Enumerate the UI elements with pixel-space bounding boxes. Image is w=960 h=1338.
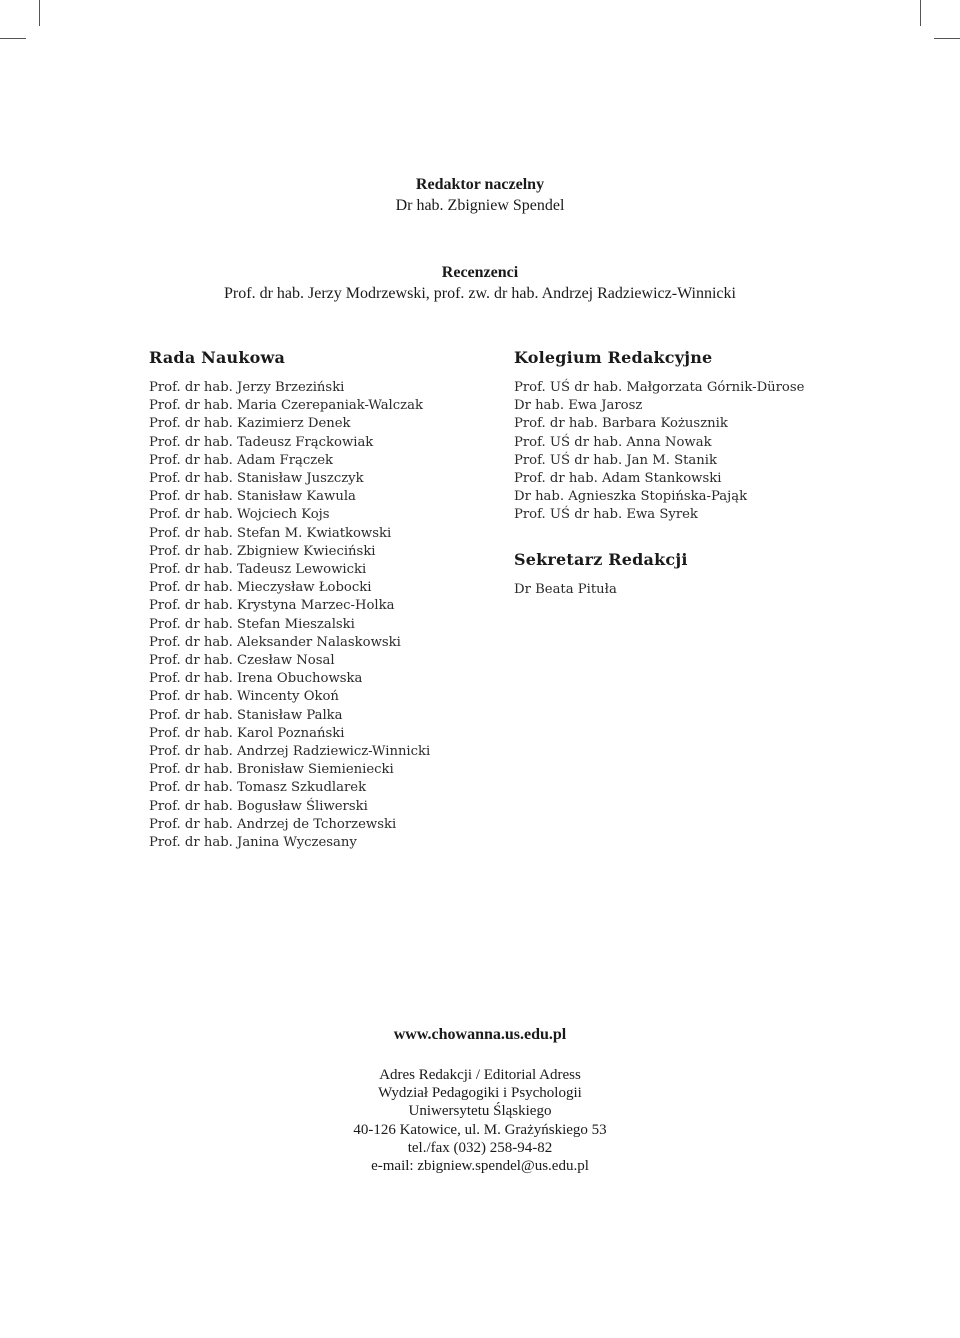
list-item: Prof. dr hab. Tomasz Szkudlarek <box>149 780 367 796</box>
editor-block <box>0 174 960 216</box>
list-item: Dr hab. Ewa Jarosz <box>514 398 643 414</box>
address-line: Uniwersytetu Śląskiego <box>408 1103 552 1120</box>
address-line: Wydział Pedagogiki i Psychologii <box>378 1085 582 1102</box>
list-item: Prof. dr hab. Stanisław Palka <box>149 707 343 723</box>
scientific-board-list <box>149 379 430 852</box>
list-item: Prof. dr hab. Janina Wyczesany <box>149 835 357 851</box>
secretary-heading: Sekretarz Redakcji <box>514 550 688 569</box>
reviewers-block <box>0 262 960 304</box>
secretary-block <box>514 550 688 599</box>
list-item: Prof. dr hab. Tadeusz Frąckowiak <box>149 434 374 450</box>
secretary-list <box>514 581 688 599</box>
email-link[interactable]: e-mail: zbigniew.spendel@us.edu.pl <box>371 1158 589 1175</box>
list-item: Prof. dr hab. Kazimierz Denek <box>149 416 351 432</box>
crop-mark-top-left <box>39 0 40 26</box>
list-item: Prof. UŚ dr hab. Ewa Syrek <box>514 507 698 523</box>
list-item: Prof. dr hab. Aleksander Nalaskowski <box>149 634 401 650</box>
list-item: Prof. dr hab. Tadeusz Lewowicki <box>149 562 367 578</box>
list-item: Prof. dr hab. Stanisław Juszczyk <box>149 471 364 487</box>
list-item: Prof. dr hab. Karol Poznański <box>149 725 345 741</box>
crop-mark-top-right <box>934 38 960 39</box>
list-item: Prof. dr hab. Maria Czerepaniak-Walczak <box>149 398 423 414</box>
list-item: Prof. dr hab. Mieczysław Łobocki <box>149 580 372 596</box>
list-item: Prof. dr hab. Bronisław Siemieniecki <box>149 762 394 778</box>
list-item: Prof. dr hab. Wincenty Okoń <box>149 689 339 705</box>
list-item: Prof. dr hab. Andrzej de Tchorzewski <box>149 816 397 832</box>
list-item: Prof. UŚ dr hab. Anna Nowak <box>514 434 712 450</box>
list-item: Prof. dr hab. Barbara Kożusznik <box>514 416 728 432</box>
list-item: Prof. dr hab. Stefan Mieszalski <box>149 616 355 632</box>
list-item: Prof. dr hab. Jerzy Brzeziński <box>149 380 345 395</box>
secretary-name: Dr Beata Pituła <box>514 582 617 597</box>
list-item: Prof. dr hab. Wojciech Kojs <box>149 507 330 523</box>
list-item: Prof. dr hab. Stanisław Kawula <box>149 489 356 505</box>
crop-mark-top-left <box>0 38 26 39</box>
reviewers-names: Prof. dr hab. Jerzy Modrzewski, prof. zw. dr hab. Andrzej Radziewicz-Winnicki <box>224 285 736 302</box>
address-block <box>0 1066 960 1175</box>
crop-mark-top-right <box>920 0 921 26</box>
list-item: Prof. dr hab. Krystyna Marzec-Holka <box>149 598 395 614</box>
list-item: Prof. dr hab. Czesław Nosal <box>149 653 335 669</box>
list-item: Prof. UŚ dr hab. Jan M. Stanik <box>514 452 717 468</box>
list-item: Prof. UŚ dr hab. Małgorzata Górnik-Dürose <box>514 380 805 395</box>
address-line: 40-126 Katowice, ul. M. Grażyńskiego 53 <box>353 1121 607 1138</box>
website-link[interactable]: www.chowanna.us.edu.pl <box>393 1026 567 1043</box>
reviewers-heading: Recenzenci <box>441 264 519 281</box>
list-item: Prof. dr hab. Irena Obuchowska <box>149 671 363 687</box>
address-line: Adres Redakcji / Editorial Adress <box>379 1067 581 1083</box>
list-item: Prof. dr hab. Zbigniew Kwieciński <box>149 543 376 559</box>
scientific-board <box>149 348 430 852</box>
list-item: Prof. dr hab. Stefan M. Kwiatkowski <box>149 525 392 541</box>
list-item: Prof. dr hab. Bogusław Śliwerski <box>149 798 368 814</box>
editorial-board-heading: Kolegium Redakcyjne <box>514 348 713 367</box>
editorial-board-list <box>514 379 804 525</box>
editorial-board <box>514 348 804 525</box>
editor-heading: Redaktor naczelny <box>415 176 545 193</box>
list-item: Dr hab. Agnieszka Stopińska-Pająk <box>514 489 748 505</box>
website-block <box>0 1024 960 1045</box>
list-item: Prof. dr hab. Adam Frączek <box>149 452 333 468</box>
address-line: tel./fax (032) 258-94-82 <box>407 1139 553 1156</box>
list-item: Prof. dr hab. Adam Stankowski <box>514 471 722 487</box>
editor-name: Dr hab. Zbigniew Spendel <box>395 197 565 214</box>
list-item: Prof. dr hab. Andrzej Radziewicz-Winnicki <box>149 744 431 760</box>
scientific-board-heading: Rada Naukowa <box>149 348 286 367</box>
